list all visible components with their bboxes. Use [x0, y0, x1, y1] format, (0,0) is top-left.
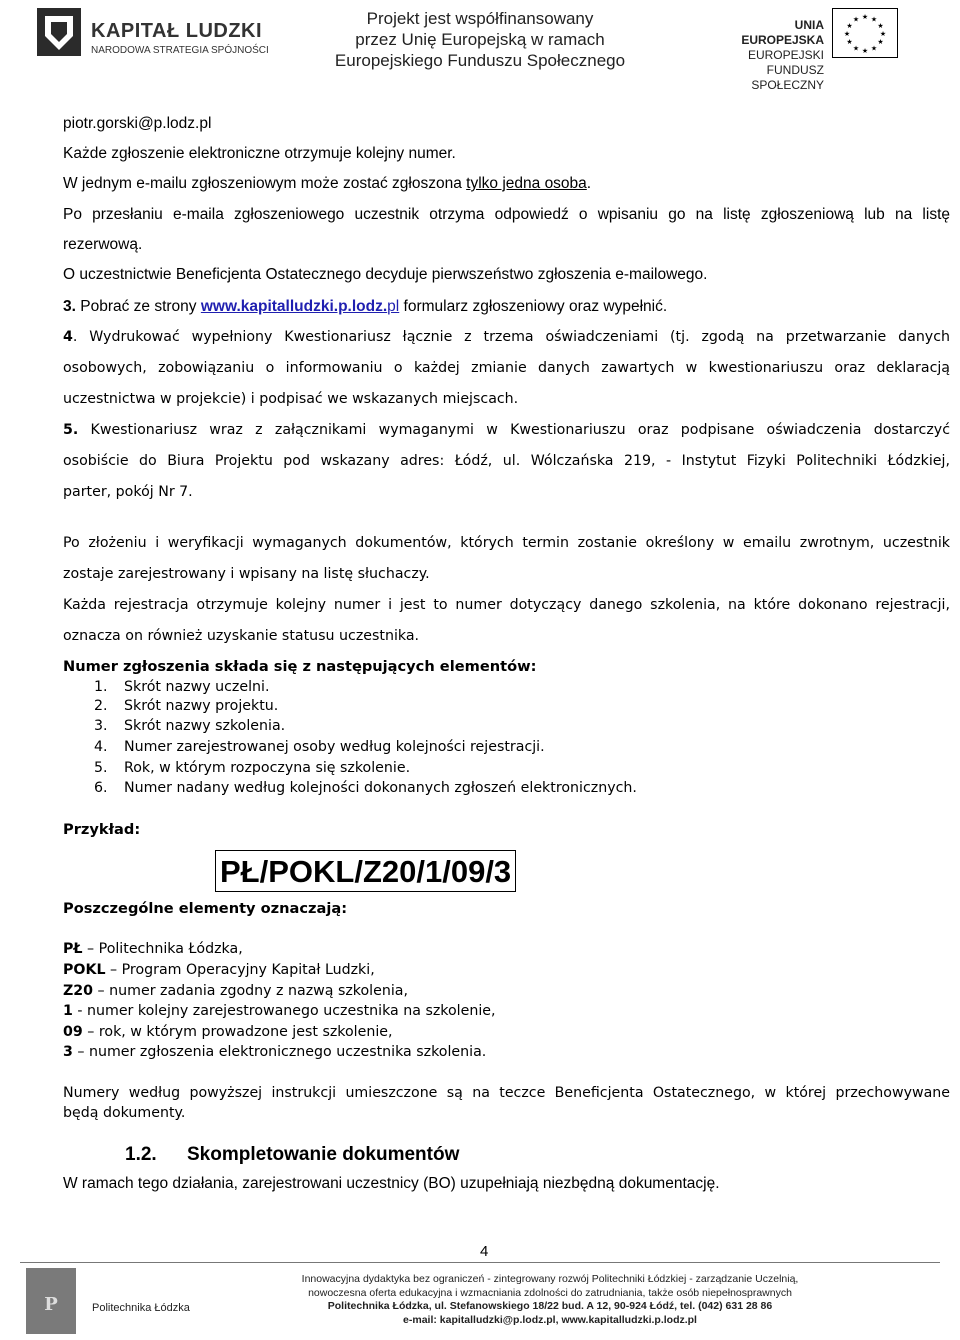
element-key: Z20 — [63, 983, 94, 999]
svg-text:P: P — [44, 1294, 58, 1315]
element-definition — [63, 1003, 496, 1019]
element-definition — [63, 983, 408, 999]
svg-text:★: ★ — [846, 22, 853, 30]
text: . Wydrukować wypełniony Kwestionariusz łącznie z trzema oświadczeniami (tj. zgodą na przetwarzanie danych — [72, 329, 950, 345]
list-item — [94, 780, 637, 796]
kapital-ludzki-title: KAPITAŁ LUDZKI — [91, 20, 263, 42]
element-text: numer zadania zgodny z nazwą szkolenia, — [109, 983, 408, 999]
svg-text:★: ★ — [870, 15, 878, 24]
eu-label — [712, 18, 824, 93]
step-4-line-1 — [63, 329, 950, 345]
paragraph-one-person — [63, 175, 591, 193]
cofinancing-line-3: Europejskiego Funduszu Społecznego — [334, 51, 626, 70]
eu-label-line-2: EUROPEJSKI — [747, 48, 824, 62]
step-4-line-2: osobowych, zobowiązaniu o informowaniu o każdej zmianie danych zawartych w kwestionariuszu oraz deklaracją — [63, 360, 950, 376]
element-sep: - — [72, 1003, 88, 1019]
list-item-text: Numer zarejestrowanej osoby według kolejności rejestracji. — [124, 739, 545, 755]
footer-address: Politechnika Łódzka, ul. Stefanowskiego 18/22 bud. A 12, 90-924 Łódź, tel. (042) 631 28 86 — [327, 1300, 773, 1312]
kapital-ludzki-logo — [35, 6, 269, 60]
politechnika-lodzka-name: Politechnika Łódzka — [92, 1302, 190, 1314]
element-key: 1 — [63, 1003, 73, 1019]
eu-label-line-1: UNIA EUROPEJSKA — [741, 18, 824, 47]
svg-text:★: ★ — [843, 30, 851, 38]
list-item-text: Skrót nazwy szkolenia. — [124, 718, 286, 734]
list-item-text: Skrót nazwy uczelni. — [124, 679, 270, 695]
list-item — [94, 760, 410, 776]
text: Kwestionariusz wraz z załącznikami wymaganymi w Kwestionariuszu oraz podpisane oświadczenia dostarczyć — [78, 422, 950, 438]
list-item-number: 3. — [94, 718, 108, 734]
eu-flag-icon — [832, 8, 898, 58]
svg-text:★: ★ — [852, 44, 860, 53]
element-text: Program Operacyjny Kapitał Ludzki, — [121, 962, 375, 978]
step-4-line-3: uczestnictwa w projekcie) i podpisać we wskazanych miejscach. — [63, 391, 519, 407]
footer-line-1: Innowacyjna dydaktyka bez ograniczeń - zintegrowany rozwój Politechniki Łódzkiej - zarządzanie Uczelnią, — [301, 1273, 799, 1285]
element-sep: – — [82, 1024, 99, 1040]
paragraph-documentation: W ramach tego działania, zarejestrowani uczestnicy (BO) uzupełniają niezbędną dokumentację. — [63, 1175, 720, 1192]
element-text: numer zgłoszenia elektronicznego uczestnika szkolenia. — [89, 1044, 487, 1060]
kapitalludzki-link[interactable] — [201, 298, 399, 315]
footer-contact: e-mail: kapitalludzki@p.lodz.pl, www.kapitalludzki.p.lodz.pl — [403, 1313, 697, 1326]
element-key: POKL — [63, 962, 106, 978]
step-5-line-1 — [63, 422, 950, 438]
element-text: rok, w którym prowadzone jest szkolenie, — [98, 1024, 393, 1040]
element-text: Politechnika Łódzka, — [98, 941, 243, 957]
section-heading — [125, 1144, 459, 1166]
svg-text:★: ★ — [879, 30, 887, 38]
cofinancing-line-2: przez Unię Europejską w ramach — [355, 30, 605, 49]
element-sep: – — [93, 983, 110, 999]
svg-text:★: ★ — [846, 38, 853, 46]
step-5-line-2: osobiście do Biura Projektu pod wskazany adres: Łódź, ul. Wólczańska 219, - Instytut Fizyki Politechniki Łódzkiej, — [63, 453, 950, 469]
list-item — [94, 718, 285, 734]
list-item-number: 1. — [94, 679, 108, 695]
list-item-number: 5. — [94, 760, 108, 776]
paragraph-reply-line-1: Po przesłaniu e-maila zgłoszeniowego uczestnik otrzyma odpowiedź o wpisaniu go na listę zgłoszeniową lub na listę — [63, 206, 950, 223]
step-number: 3. — [63, 298, 76, 315]
link-text-bold: www.kapitalludzki.p.lodz. — [200, 298, 388, 315]
list-item-text: Skrót nazwy projektu. — [124, 698, 279, 714]
text: Pobrać ze strony — [75, 298, 201, 315]
list-item-number: 4. — [94, 739, 108, 755]
list-item — [94, 739, 545, 755]
example-label: Przykład: — [63, 821, 141, 838]
paragraph-reply-line-2: rezerwową. — [63, 236, 143, 253]
cofinancing-line-1: Projekt jest współfinansowany — [366, 9, 594, 28]
section-title: Skompletowanie dokumentów — [187, 1144, 460, 1165]
page-number: 4 — [480, 1243, 489, 1260]
step-number: 5. — [63, 422, 79, 438]
element-definition — [63, 1044, 486, 1060]
element-sep: – — [82, 941, 99, 957]
list-item-number: 2. — [94, 698, 108, 714]
svg-text:★: ★ — [877, 38, 884, 46]
element-definition — [63, 941, 243, 957]
list-item-text: Rok, w którym rozpoczyna się szkolenie. — [124, 760, 411, 776]
paragraph-numbering: Każde zgłoszenie elektroniczne otrzymuje kolejny numer. — [63, 145, 456, 162]
svg-text:★: ★ — [877, 22, 884, 30]
svg-text:★: ★ — [861, 47, 869, 55]
step-number: 4 — [63, 329, 73, 345]
element-key: 3 — [63, 1044, 73, 1060]
svg-text:★: ★ — [852, 15, 860, 24]
element-sep: – — [105, 962, 122, 978]
element-definition — [63, 1024, 393, 1040]
elements-heading: Poszczególne elementy oznaczają: — [63, 900, 348, 917]
footer-divider — [20, 1262, 940, 1263]
cofinancing-notice — [330, 8, 630, 71]
kapital-ludzki-subtitle: NARODOWA STRATEGIA SPÓJNOŚCI — [91, 45, 269, 56]
svg-text:★: ★ — [861, 13, 869, 21]
text: formularz zgłoszeniowy oraz wypełnić. — [399, 298, 668, 315]
text: W jednym e-mailu zgłoszeniowym może zostać zgłoszona — [63, 175, 467, 192]
list-item-number: 6. — [94, 780, 108, 796]
link-text: pl — [387, 298, 400, 315]
list-item-text: Numer nadany według kolejności dokonanych zgłoszeń elektronicznych. — [124, 780, 637, 796]
list-item — [94, 679, 270, 695]
element-key: 09 — [63, 1024, 83, 1040]
contact-email: piotr.gorski@p.lodz.pl — [63, 115, 212, 132]
paragraph-priority: O uczestnictwie Beneficjenta Ostatecznego decyduje pierwszeństwo zgłoszenia e-mailowego. — [63, 266, 708, 283]
eu-label-line-3: FUNDUSZ SPOŁECZNY — [751, 63, 824, 92]
paragraph-verification-line-1: Po złożeniu i weryfikacji wymaganych dokumentów, których termin zostanie określony w emailu zwrotnym, uczestnik — [63, 535, 950, 551]
footer-line-2: nowoczesna oferta edukacyjna i wzmacniania zdolności do zatrudniania, także osób niepełnosprawnych — [308, 1286, 792, 1299]
example-number-box: PŁ/POKL/Z20/1/09/3 — [215, 850, 516, 892]
step-3 — [63, 298, 667, 316]
step-5-line-3: parter, pokój Nr 7. — [63, 484, 193, 500]
kapital-ludzki-mark-icon — [35, 6, 83, 58]
footer-text — [290, 1273, 810, 1327]
text: . — [586, 175, 592, 192]
list-heading: Numer zgłoszenia składa się z następujących elementów: — [63, 658, 537, 675]
element-key: PŁ — [63, 941, 83, 957]
element-sep: – — [72, 1044, 89, 1060]
paragraph-folder-line-2: będą dokumenty. — [63, 1105, 186, 1121]
element-definition — [63, 962, 375, 978]
paragraph-registration-line-1: Każda rejestracja otrzymuje kolejny numer i jest to numer dotyczący danego szkolenia, na które dokonano rejestracji, — [63, 597, 950, 613]
svg-text:★: ★ — [870, 44, 878, 53]
list-item — [94, 698, 278, 714]
politechnika-lodzka-logo-icon — [26, 1268, 76, 1334]
paragraph-verification-line-2: zostaje zarejestrowany i wpisany na listę słuchaczy. — [63, 566, 430, 582]
underlined-text: tylko jedna osoba — [466, 175, 587, 192]
section-number: 1.2. — [125, 1144, 157, 1165]
element-text: numer kolejny zarejestrowanego uczestnika na szkolenie, — [87, 1003, 496, 1019]
paragraph-registration-line-2: oznacza on również uzyskanie statusu uczestnika. — [63, 628, 420, 644]
paragraph-folder-line-1: Numery według powyższej instrukcji umieszczone są na teczce Beneficjenta Ostatecznego, w której przechowywane — [63, 1085, 950, 1101]
